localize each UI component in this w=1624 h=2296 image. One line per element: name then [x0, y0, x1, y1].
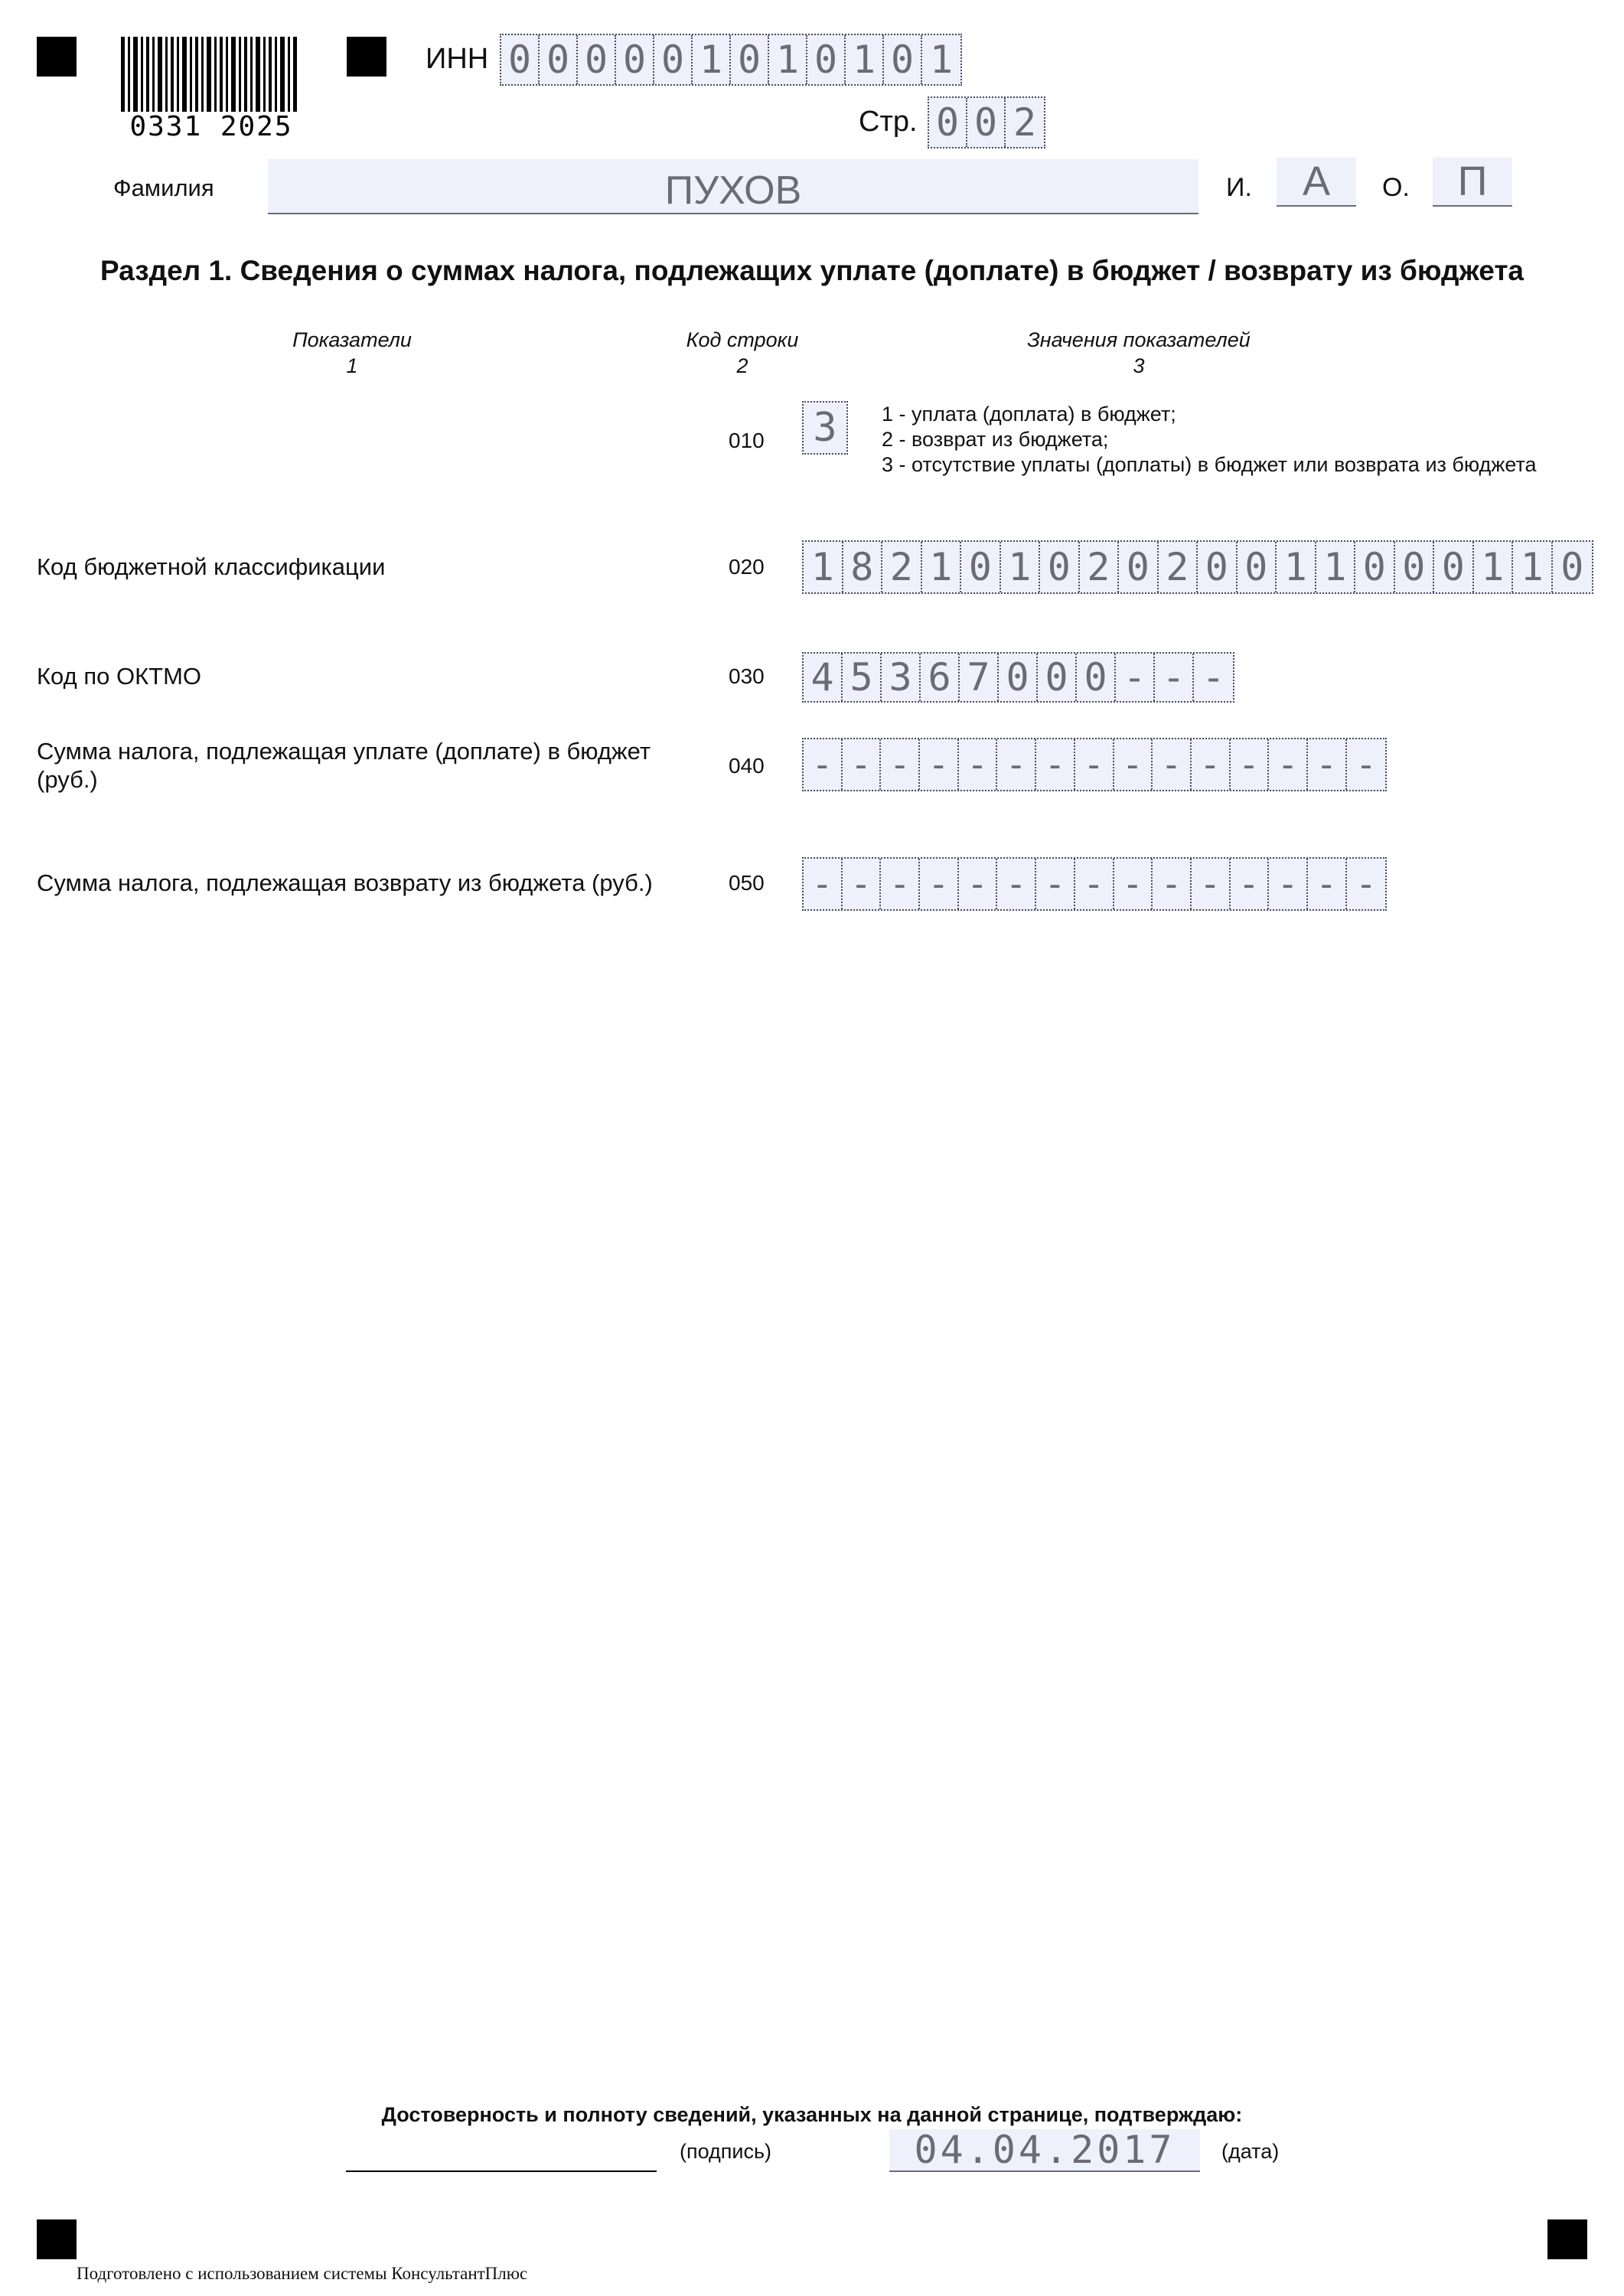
digit-cell: 7 [960, 654, 999, 701]
page-label: Стр. [859, 106, 918, 138]
digit-cell: - [1036, 739, 1075, 790]
digit-cell: 2 [882, 542, 922, 592]
digit-cell: 0 [999, 654, 1038, 701]
row-040-label-line2: (руб.) [37, 766, 98, 793]
initial-field[interactable]: А [1277, 158, 1356, 207]
digit-cell: 0 [501, 35, 540, 84]
row-040-field[interactable] [802, 738, 1387, 791]
date-field[interactable]: 04.04.2017 [889, 2129, 1200, 2172]
column-header-code [628, 327, 857, 379]
digit-cell: 1 [693, 35, 731, 84]
digit-cell: 1 [922, 542, 962, 592]
digit-cell: - [843, 859, 882, 909]
surname-field[interactable]: ПУХОВ [268, 159, 1198, 214]
digit-cell: 1 [804, 542, 843, 592]
digit-cell: 0 [540, 35, 578, 84]
corner-marker-top-left [37, 37, 77, 77]
digit-cell: - [920, 859, 959, 909]
row-050-field[interactable] [802, 857, 1387, 911]
digit-cell: 2 [1013, 100, 1037, 145]
row-040-code: 040 [729, 754, 765, 778]
row-010-option-2: 2 - возврат из бюджета; [882, 428, 1109, 451]
footer-note: Подготовлено с использованием системы КонсультантПлюс [77, 2264, 528, 2283]
digit-cell: - [1355, 744, 1377, 785]
digit-cell: 1 [1277, 542, 1316, 592]
digit-cell: 0 [1077, 654, 1116, 701]
digit-cell: - [1075, 859, 1114, 909]
signature-label: (подпись) [680, 2140, 772, 2163]
column-header-values-num: 3 [1133, 354, 1145, 377]
row-030-field[interactable] [802, 652, 1234, 703]
row-010-code: 010 [729, 429, 765, 452]
date-label: (дата) [1221, 2140, 1280, 2163]
digit-cell: 0 [616, 35, 654, 84]
barcode-bars [119, 34, 303, 119]
confirmation-text: Достоверность и полноту сведений, указанных на данной странице, подтверждаю: [381, 2103, 1243, 2126]
digit-cell: - [1269, 859, 1308, 909]
corner-marker-top-right [347, 37, 386, 77]
row-030-label: Код по ОКТМО [37, 663, 202, 690]
digit-cell: - [1308, 859, 1347, 909]
digit-cell: 0 [1238, 542, 1277, 592]
digit-cell: - [1308, 739, 1347, 790]
digit-cell: - [1114, 739, 1153, 790]
column-header-indicators-title: Показатели [292, 328, 412, 351]
digit-cell: 2 [1159, 542, 1198, 592]
row-040-label-line1: Сумма налога, подлежащая уплате (доплате) в бюджет [37, 738, 651, 765]
barcode [119, 34, 303, 145]
digit-cell: - [881, 859, 920, 909]
column-header-values-title: Значения показателей [1027, 328, 1251, 351]
digit-cell: - [1075, 739, 1114, 790]
row-020-field[interactable] [802, 540, 1593, 594]
digit-cell: 0 [929, 98, 967, 147]
digit-cell: 0 [578, 35, 616, 84]
patronymic-field[interactable]: П [1433, 158, 1512, 207]
digit-cell: - [1155, 654, 1194, 701]
digit-cell: - [1231, 739, 1270, 790]
digit-cell: - [1116, 654, 1155, 701]
digit-cell: 5 [843, 654, 882, 701]
corner-marker-bottom-right [1547, 2219, 1587, 2259]
initial-label: И. [1226, 173, 1252, 202]
signature-line[interactable] [346, 2169, 657, 2172]
digit-cell: 0 [961, 542, 1001, 592]
digit-cell: 8 [843, 542, 883, 592]
digit-cell: 0 [1119, 542, 1159, 592]
digit-cell: - [1269, 739, 1308, 790]
digit-cell: 0 [1395, 542, 1435, 592]
digit-cell: 0 [1040, 542, 1080, 592]
digit-cell: - [1153, 859, 1192, 909]
row-010-option-3: 3 - отсутствие уплаты (доплаты) в бюджет или возврата из бюджета [882, 453, 1537, 476]
digit-cell: - [920, 739, 959, 790]
digit-cell: 0 [807, 35, 846, 84]
digit-cell: - [1192, 859, 1231, 909]
digit-cell: - [804, 739, 843, 790]
digit-cell: 0 [967, 98, 1006, 147]
digit-cell: - [843, 739, 882, 790]
digit-cell: - [1192, 739, 1231, 790]
digit-cell: - [1036, 859, 1075, 909]
digit-cell: - [804, 859, 843, 909]
digit-cell: - [1355, 863, 1377, 905]
digit-cell: 0 [731, 35, 769, 84]
digit-cell: 6 [921, 654, 960, 701]
digit-cell: 0 [1198, 542, 1238, 592]
digit-cell: 1 [929, 38, 954, 82]
row-010-option-1: 1 - уплата (доплата) в бюджет; [882, 403, 1176, 426]
digit-cell: 1 [1316, 542, 1356, 592]
row-010-field[interactable] [802, 401, 848, 455]
row-020-label: Код бюджетной классификации [37, 553, 386, 580]
column-header-code-title: Код строки [686, 328, 799, 351]
digit-cell: 0 [1038, 654, 1077, 701]
page-number-field[interactable] [928, 96, 1045, 148]
corner-marker-bottom-left [37, 2219, 77, 2259]
digit-cell: 4 [804, 654, 843, 701]
surname-label: Фамилия [113, 174, 214, 201]
digit-cell: - [997, 739, 1036, 790]
patronymic-label: О. [1382, 173, 1410, 202]
digit-cell: - [1114, 859, 1153, 909]
barcode-number: 0331 2025 [119, 112, 303, 142]
digit-cell: 0 [884, 35, 922, 84]
inn-field[interactable] [500, 34, 962, 86]
column-header-code-num: 2 [736, 354, 748, 377]
digit-cell: - [881, 739, 920, 790]
digit-cell: - [959, 739, 998, 790]
digit-cell: 0 [1560, 545, 1584, 589]
digit-cell: 1 [1001, 542, 1041, 592]
digit-cell: 1 [1513, 542, 1553, 592]
row-030-code: 030 [729, 664, 765, 688]
digit-cell: 3 [882, 654, 921, 701]
row-020-code: 020 [729, 555, 765, 579]
digit-cell: 1 [769, 35, 807, 84]
inn-label: ИНН [426, 43, 489, 75]
digit-cell: - [997, 859, 1036, 909]
digit-cell: 0 [654, 35, 693, 84]
digit-cell: 1 [846, 35, 884, 84]
digit-cell: - [1202, 655, 1225, 700]
column-header-values [986, 327, 1292, 379]
digit-cell: - [959, 859, 998, 909]
row-050-label: Сумма налога, подлежащая возврату из бюджета (руб.) [37, 869, 653, 896]
digit-cell: - [1153, 739, 1192, 790]
row-040-label [37, 737, 651, 794]
column-header-indicators-num: 1 [346, 354, 358, 377]
digit-cell: 3 [813, 405, 837, 451]
row-050-code: 050 [729, 871, 765, 895]
digit-cell: 0 [1434, 542, 1474, 592]
column-header-indicators [237, 327, 467, 379]
section-title: Раздел 1. Сведения о суммах налога, подлежащих уплате (доплате) в бюджет / возврату из бюджета [99, 255, 1525, 286]
digit-cell: 2 [1080, 542, 1120, 592]
digit-cell: - [1231, 859, 1270, 909]
digit-cell: 1 [1474, 542, 1514, 592]
digit-cell: 0 [1355, 542, 1395, 592]
row-010-options [882, 402, 1537, 478]
